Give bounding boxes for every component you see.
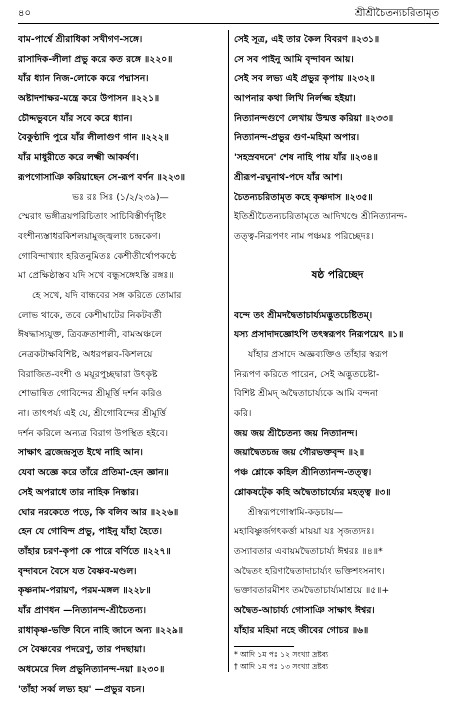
text-line: যাঁহার প্রসাদে অজ্ঞব্যক্তিও তাঁহার স্বরূপ [248, 349, 388, 360]
verse-line: রাসাদিক-লীলা প্রভু করে কত রঙ্গে ॥২২০॥ [18, 53, 173, 65]
verse-line: যেবা অজ্ঞে করে তাঁরে প্রতিমা-হেন জ্ঞান॥ [18, 467, 169, 479]
verse-line: নিত্যানন্দ-প্রভুর গুণ-মহিমা অপার। [234, 132, 360, 144]
verse-line: 'তাঁহা সর্ব্ব লভ্য হয়' —প্রভুর বচন। [18, 683, 145, 695]
verse-line: হেন যে গোবিন্দ প্রভু, পাইনু যাঁহা হৈতে। [18, 526, 162, 538]
verse-line: আপনার কথা লিখি নির্লজ্জ হইয়া। [234, 93, 356, 105]
column-divider [228, 30, 229, 672]
text-line: ভঃ রঃ সিঃ (১/২/২৩৯)— [72, 191, 169, 203]
verse-line: অদ্বৈত-আচার্য্য গোসাঞি সাক্ষাৎ ঈশ্বর। [234, 604, 375, 616]
section-gap [234, 247, 441, 267]
text-line: ঈষদ্ধাস্যযুক্ত, ত্রিবক্রতাশালী, বামঅঞ্চলে [18, 329, 162, 341]
text-line: বিরাজিত-বংশী ও ময়ূরপুচ্ছদ্বারা উৎকৃষ্ট [18, 368, 158, 380]
text-line: গোবিন্দাখ্যাং হরিতনুমিতঃ কেশীতীর্থোপকণ্ঠে [18, 250, 177, 262]
text-line: অদ্বৈতং হরিণাদ্বৈতাদাচার্য্যং ভক্তিশংসনাৎ। [234, 565, 385, 577]
text-line: তস্যাবতার এবায়মদ্বৈতাচার্য্য ঈশ্বরঃ ॥৪॥* [234, 545, 383, 557]
verse-line: নিত্যানন্দগুণে লেখায় উন্মত্ত করিয়া ॥২৩৩॥ [234, 112, 394, 124]
text-line: লোভ থাকে, তবে কেশীঘাটের নিকটবর্তী [18, 309, 162, 321]
verse-line: সে বৈষ্ণবের পদরেণু, তার পদছায়া। [18, 644, 146, 656]
text-line: তত্ত্ব-নিরূপণং নাম পঞ্চমঃ পরিচ্ছেদঃ। [234, 230, 374, 242]
text-line: বংশীন্যস্তাধরকিশলয়ামুজ্জ্বলাং চন্দ্রকেণ। [18, 230, 161, 242]
text-line: ইতিশ্রীচৈতন্যচরিতামৃতে আদিখণ্ডে শ্রীনিত্যানন্দ- [234, 211, 408, 223]
verse-line: রূপগোসাঞি করিয়াছেন সে-রূপ বর্ণন ॥২২৩॥ [18, 171, 186, 183]
right-column [234, 30, 441, 673]
verse-line: সে সব পাইনু আমি বৃন্দাবন আয়। [234, 53, 354, 65]
verse-line: অষ্টাদশাক্ষর-মন্ত্রে করে উপাসন ॥২২১॥ [18, 93, 160, 105]
verse-line: কৃষ্ণনাম-পরায়ণ, পরম-মঙ্গল ॥২২৮॥ [18, 585, 151, 597]
text-line: স্মেরাং ভঙ্গীত্রয়পরিচিতাং সাচিবিস্তীর্ণদৃষ্টিং [18, 211, 167, 223]
footnote: * আদি ১ম পঃ ১২ সংখ্যা দ্রষ্টব্য [234, 650, 329, 660]
text-line: নিরূপণ করিতে পারেন, সেই অদ্ভুতচেষ্টা- [234, 368, 380, 380]
verse-line: পঞ্চ শ্লোকে কহিল শ্রীনিত্যানন্দ-তত্ত্ব। [234, 467, 372, 479]
verse-line: বন্দে তং শ্রীমদদ্বৈতাচার্য্যমদ্ভুতচেষ্টিতম্। [234, 309, 373, 321]
chapter-six-opening [234, 306, 441, 641]
text-line: না। তাৎপর্য্য এই যে, শ্রীগোবিন্দের শ্রীমূর্ত্তি [18, 408, 167, 420]
verse-line: শ্লোকষট্কে কহি অদ্বৈতাচার্য্যের মহত্ত্ব ॥৩॥ [234, 486, 391, 498]
verse-line: বাম-পার্শ্বে শ্রীরাধিকা সখীগণ-সঙ্গে। [18, 34, 143, 45]
verse-line: রাধাকৃষ্ণ-ভক্তি বিনে নাহি জানে অন্য ॥২২৯॥ [18, 624, 184, 636]
verse-line: শ্রীরূপ-রঘুনাথ-পদে যাঁর আশ। [234, 171, 343, 183]
chapter-five-ending [234, 30, 441, 247]
verse-line: যাঁর ধ্যান নিজ-লোকে করে পদ্মাসন। [18, 73, 149, 85]
verse-line: যস্য প্রসাদাদজ্ঞোঽপি তৎস্বরূপং নিরূপয়েৎ ॥১॥ [234, 329, 404, 341]
verse-line: সেই অপরাধে তার নাহিক নিস্তার। [18, 486, 139, 498]
text-line: করি। [234, 408, 252, 420]
text-line: শোভান্বিত গোবিন্দের শ্রীমূর্ত্তি দর্শন করিও [18, 388, 163, 400]
verse-line: জয় জয় শ্রীচৈতন্য জয় নিত্যানন্দ। [234, 427, 358, 439]
verse-line: বৈকুণ্ঠাদি পুরে যাঁর লীলাগুণ গান ॥২২২॥ [18, 132, 169, 144]
footnote-rule [234, 646, 294, 647]
text-line: দর্শন করিলে অন্যত্র বিরাগ উপস্থিত হইবে। [18, 427, 169, 439]
text-line: ভক্তাবতারমীশং তমদ্বৈতাচার্য্যমাশ্রয়ে ॥৫॥+ [234, 585, 390, 597]
text-line: হে সখে, যদি বান্ধবের সঙ্গ করিতে তোমার [32, 289, 182, 301]
verse-line: 'সহস্রবদনে' শেষ নাহি পায় যাঁর ॥২৩৪॥ [234, 152, 378, 164]
verse-line: সাক্ষাৎ ব্রজেন্দ্রসুত ইথে নাহি আন। [18, 447, 143, 459]
verse-line: জয়াদ্বৈতচন্দ্র জয় গৌরভক্তবৃন্দ ॥২॥ [234, 447, 365, 459]
verse-line: সেই সূত্র, এই তার কৈল বিবরণ ॥২৩১॥ [234, 34, 380, 45]
section-gap [234, 286, 441, 306]
page-header [18, 6, 439, 22]
text-line: বিশিষ্ট শ্রীমদ্ অদ্বৈতাচার্য্যকে আমি বন্দনা [234, 388, 379, 400]
text-line: মা প্রেক্ষিষ্ঠাস্তব যদি সখে বন্ধুসঙ্গেঽস্তি রঙ্গঃ॥ [18, 270, 174, 282]
verse-line: যাঁহার মহিমা নহে জীবের গোচর ॥৬॥ [234, 624, 369, 636]
verse-line: ঘোর নরকেতে পড়ে, কি বলিব আর ॥২২৬॥ [18, 506, 179, 518]
verse-line: বৃন্দাবনে বৈসে যত বৈষ্ণব-মণ্ডল। [18, 565, 137, 577]
verse-line: যাঁর প্রাণধন —নিত্যানন্দ-শ্রীচৈতন্য। [18, 604, 147, 616]
verse-line: চৌদ্দভুবনে যাঁর সবে করে ধ্যান। [18, 112, 133, 124]
left-column [18, 30, 223, 699]
footnote: † আদি ১ম পঃ ১৩ সংখ্যা দ্রষ্টব্য [234, 662, 329, 672]
verse-line: যাঁর মাধুরীতে করে লক্ষ্মী আকর্ষণ। [18, 152, 139, 164]
header-rule [18, 23, 439, 24]
text-line: শ্রীস্বরূপগোস্বামি-কড়চায়— [248, 506, 343, 518]
text-line: মহাবিষ্ণুর্জগৎকর্ত্তা মায়য়া যঃ সৃজত্যদঃ। [234, 526, 375, 538]
chapter-heading: ষষ্ঠ পরিচ্ছেদ [311, 269, 364, 282]
verse-line: অধমেরে দিল প্রভুনিত্যানন্দ-দয়া ॥২৩০॥ [18, 664, 165, 675]
running-title: শ্রীশ্রীচৈতন্যচরিতামৃত [355, 8, 439, 19]
page-number: ৪০ [18, 8, 31, 19]
text-line: নেত্রকটাক্ষবিশিষ্ট, অধরপল্লব-কিশলয়ে [18, 349, 153, 360]
verse-line: তাঁহার চরণ-কৃপা কে পারে বর্ণিতে ॥২২৭॥ [18, 545, 171, 557]
verse-line: সেই সব লভ্য এই প্রভুর কৃপায় ॥২৩২॥ [234, 73, 375, 85]
verse-line: চৈতন্যচরিতামৃত কহে কৃষ্ণদাস ॥২৩৫॥ [234, 191, 373, 203]
